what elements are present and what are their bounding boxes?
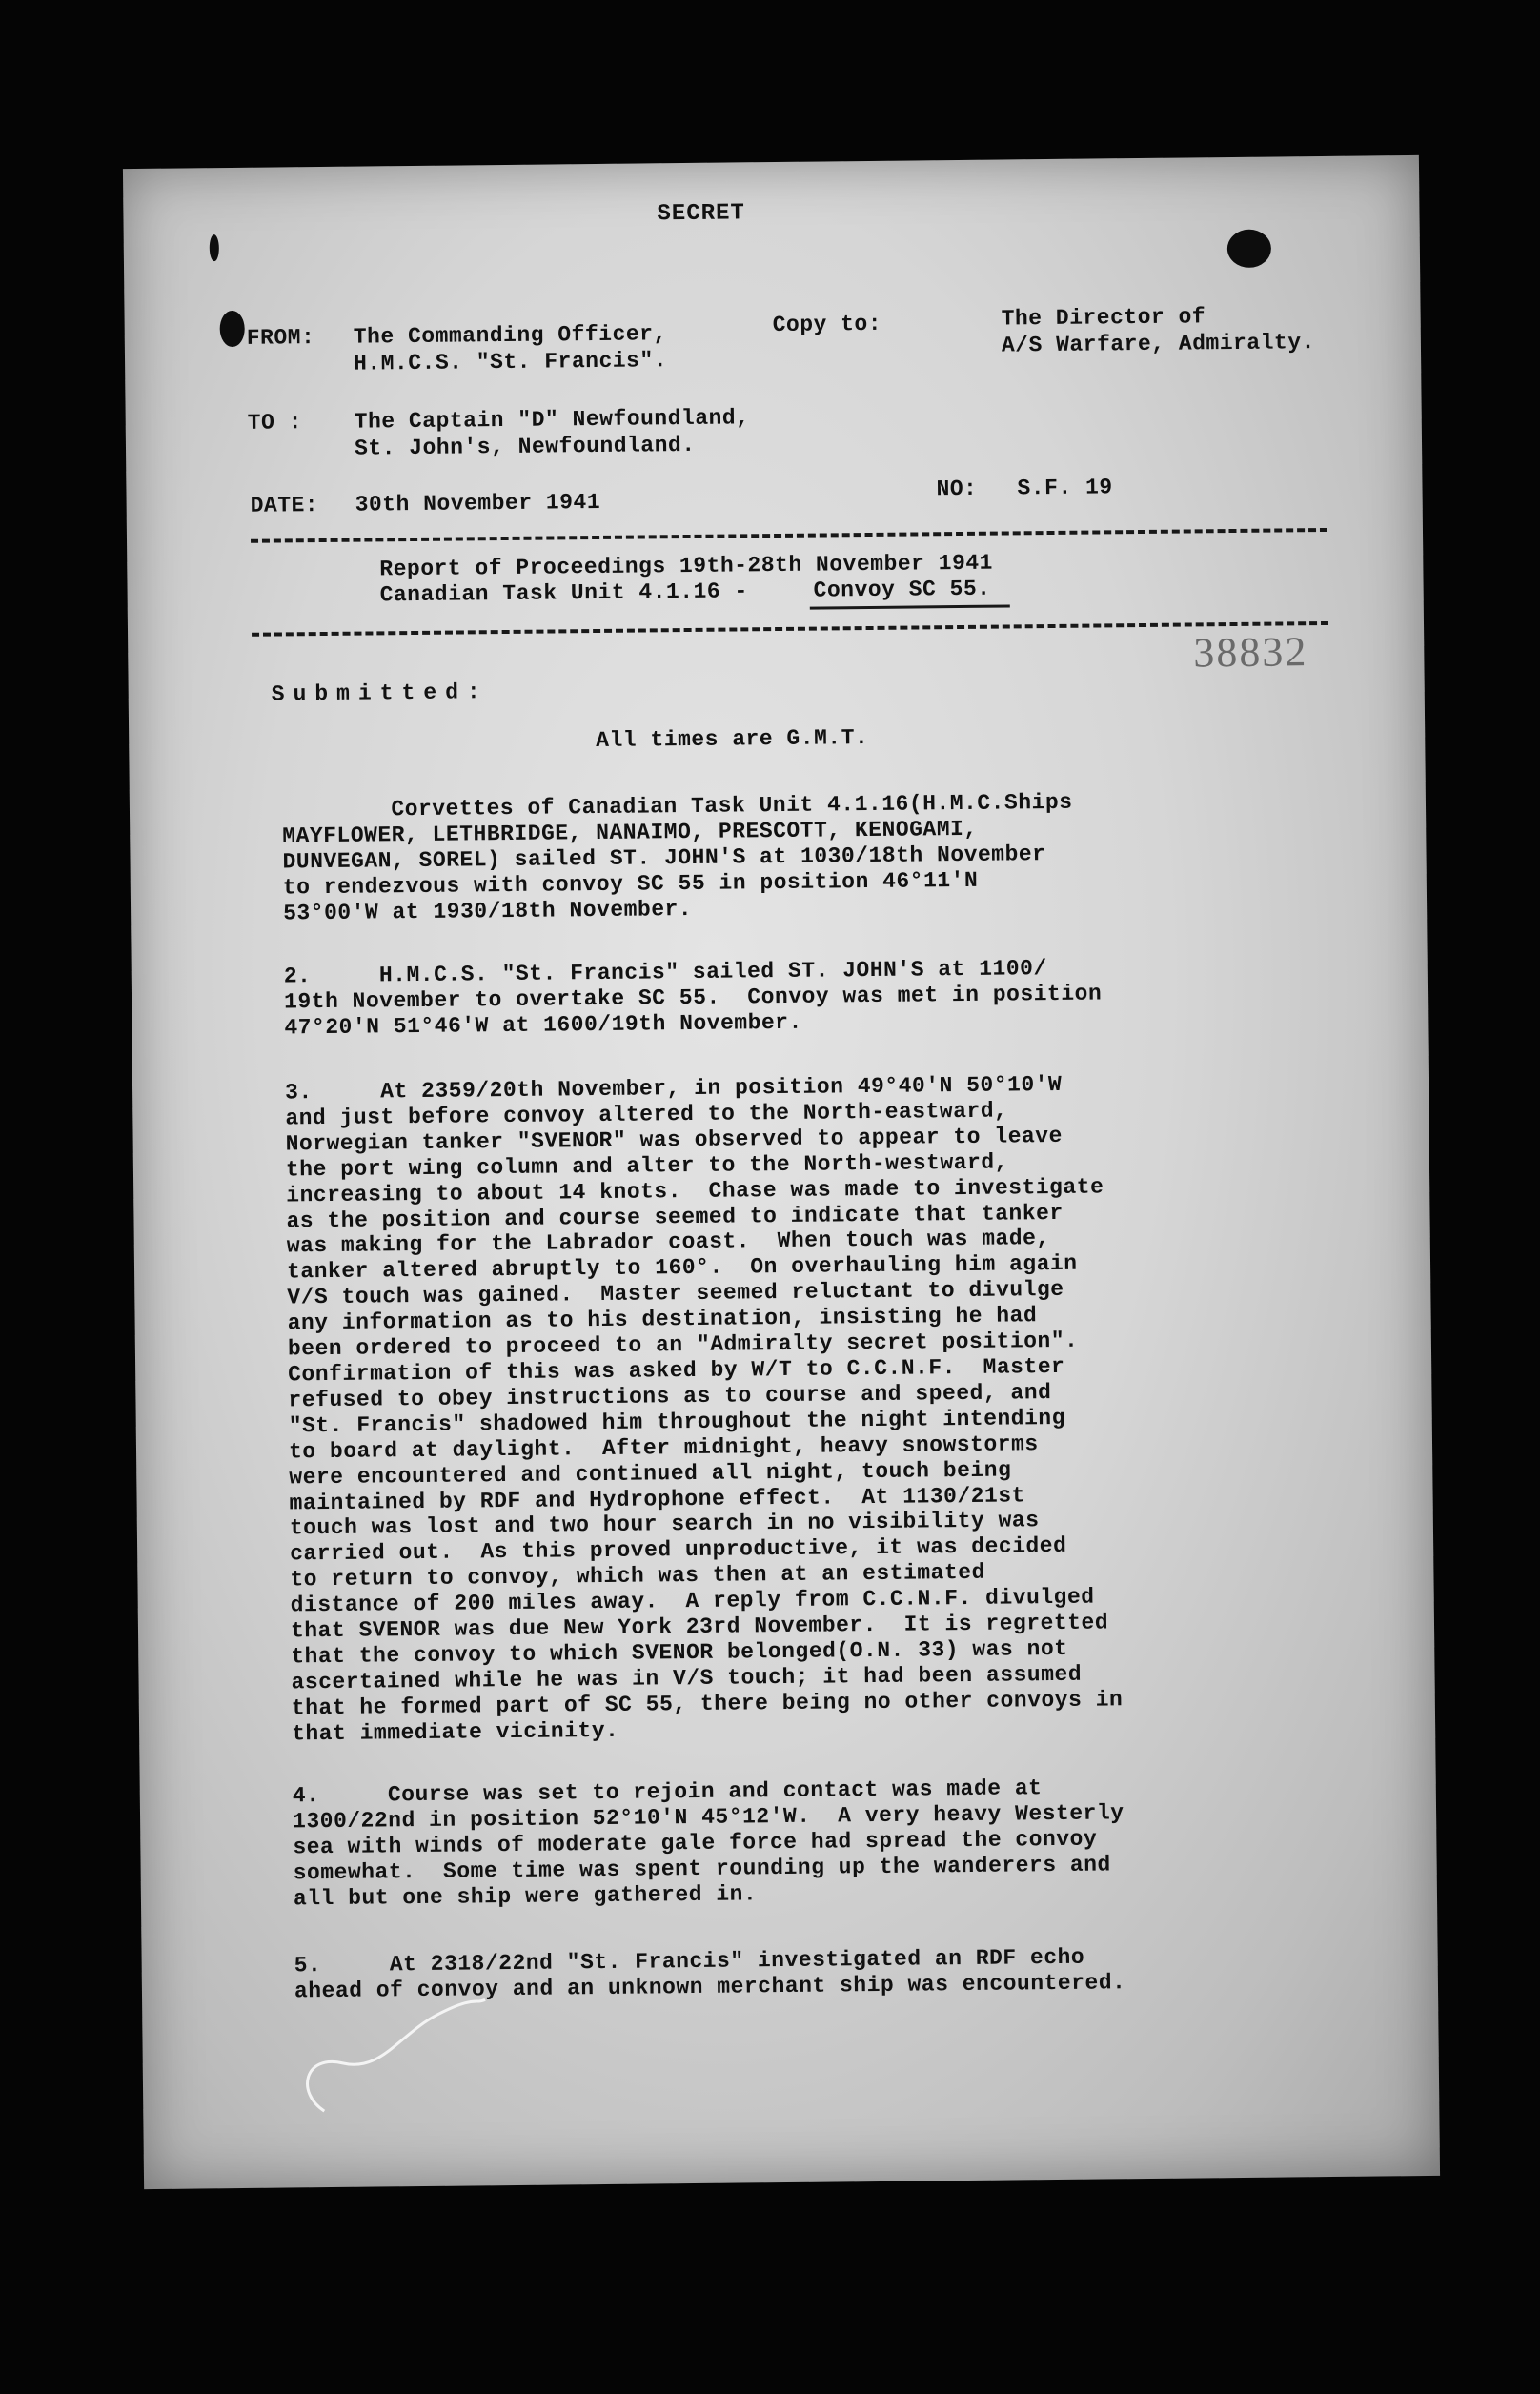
date-label: DATE: — [250, 493, 319, 518]
times-note: All times are G.M.T. — [596, 725, 869, 754]
document-page — [123, 155, 1440, 2189]
divider — [251, 528, 1327, 543]
to-line-1: The Captain "D" Newfoundland, — [354, 405, 750, 435]
from-line-1: The Commanding Officer, — [353, 321, 667, 350]
registry-stamp: 38832 — [1193, 628, 1308, 677]
subject-convoy: Convoy SC 55. — [813, 576, 991, 603]
ink-blot — [210, 234, 219, 261]
copy-to-line-2: A/S Warfare, Admiralty. — [1001, 330, 1315, 358]
copy-to-line-1: The Director of — [1001, 304, 1206, 332]
paragraph-2: 2. H.M.C.S. "St. Francis" sailed ST. JOHN'S at 1100/ 19th November to overtake SC 55. Convoy was met in position 47°20'N 51°46'W at 1600/19th November. — [283, 956, 1103, 1041]
number-value: S.F. 19 — [1017, 475, 1113, 501]
subject-line-2-prefix: Canadian Task Unit 4.1.16 - — [379, 578, 762, 608]
ink-blot — [220, 311, 245, 347]
paragraph-3: 3. At 2359/20th November, in position 49°40'N 50°10'W and just before convoy altered to the North-eastward, Norwegian tanker "SVENOR" was observed to appear to leave the port wing column and alter to the North-westward, increasing to about 14 knots. Chase was made to investigate as the position and course seemed to indicate that tanker was making for the Labrador coast. When touch was made, tanker altered abruptly to 160°. On overhauling him again V/S touch was gained. Master seemed reluctant to divulge any information as to his destination, insisting he had been ordered to proceed to an "Admiralty secret position". Confirmation of this was asked by W/T to C.C.N.F. Master refused to obey instructions as to course and speed, and "St. Francis" shadowed him throughout the night intending to board at daylight. After midnight, heavy snowstorms were encountered and continued all night, touch being maintained by RDF and Hydrophone effect. At 1130/21st touch was lost and two hour search in no visibility was carried out. As this proved unproductive, it was decided to return to convoy, which was then at an estimated distance of 200 miles away. A reply from C.C.N.F. divulged that SVENOR was due New York 23rd November. It is regretted that the convoy to which SVENOR belonged(O.N. 33) was not ascertained while he was in V/S touch; it had been assumed that he formed part of SC 55, there being no other convoys in that immediate vicinity. — [284, 1071, 1124, 1747]
paragraph-1: Corvettes of Canadian Task Unit 4.1.16(H.M.C.Ships MAYFLOWER, LETHBRIDGE, NANAIMO, PRESCOTT, KENOGAMI, DUNVEGAN, SOREL) sailed ST. JOHN'S at 1030/18th November to rendezvous with convoy SC 55 in position 46°11'N 53°00'W at 1930/18th November. — [281, 789, 1073, 926]
copy-to-label: Copy to: — [772, 311, 882, 338]
date-value: 30th November 1941 — [355, 489, 601, 517]
paper-scribble — [285, 1995, 496, 2130]
convoy-underline — [810, 604, 1010, 609]
ink-blot — [1227, 230, 1271, 268]
number-label: NO: — [936, 476, 978, 502]
from-label: FROM: — [246, 325, 315, 351]
to-line-2: St. John's, Newfoundland. — [354, 432, 696, 461]
paragraph-5: 5. At 2318/22nd "St. Francis" investigated an RDF echo ahead of convoy and an unknown merchant ship was encountered. — [294, 1944, 1126, 2004]
divider — [252, 621, 1328, 637]
paragraph-4: 4. Course was set to rejoin and contact was made at 1300/22nd in position 52°10'N 45°12'W. A very heavy Westerly sea with winds of moderate gale force had spread the convoy somewhat. Some time was spent rounding up the wanderers and all but one ship were gathered in. — [292, 1775, 1125, 1912]
classification-heading: SECRET — [657, 200, 746, 228]
submitted-heading: Submitted: — [271, 680, 489, 707]
from-line-2: H.M.C.S. "St. Francis". — [353, 348, 668, 376]
subject-line-1: Report of Proceedings 19th-28th November 1941 — [379, 550, 994, 582]
to-label: TO : — [247, 410, 303, 436]
